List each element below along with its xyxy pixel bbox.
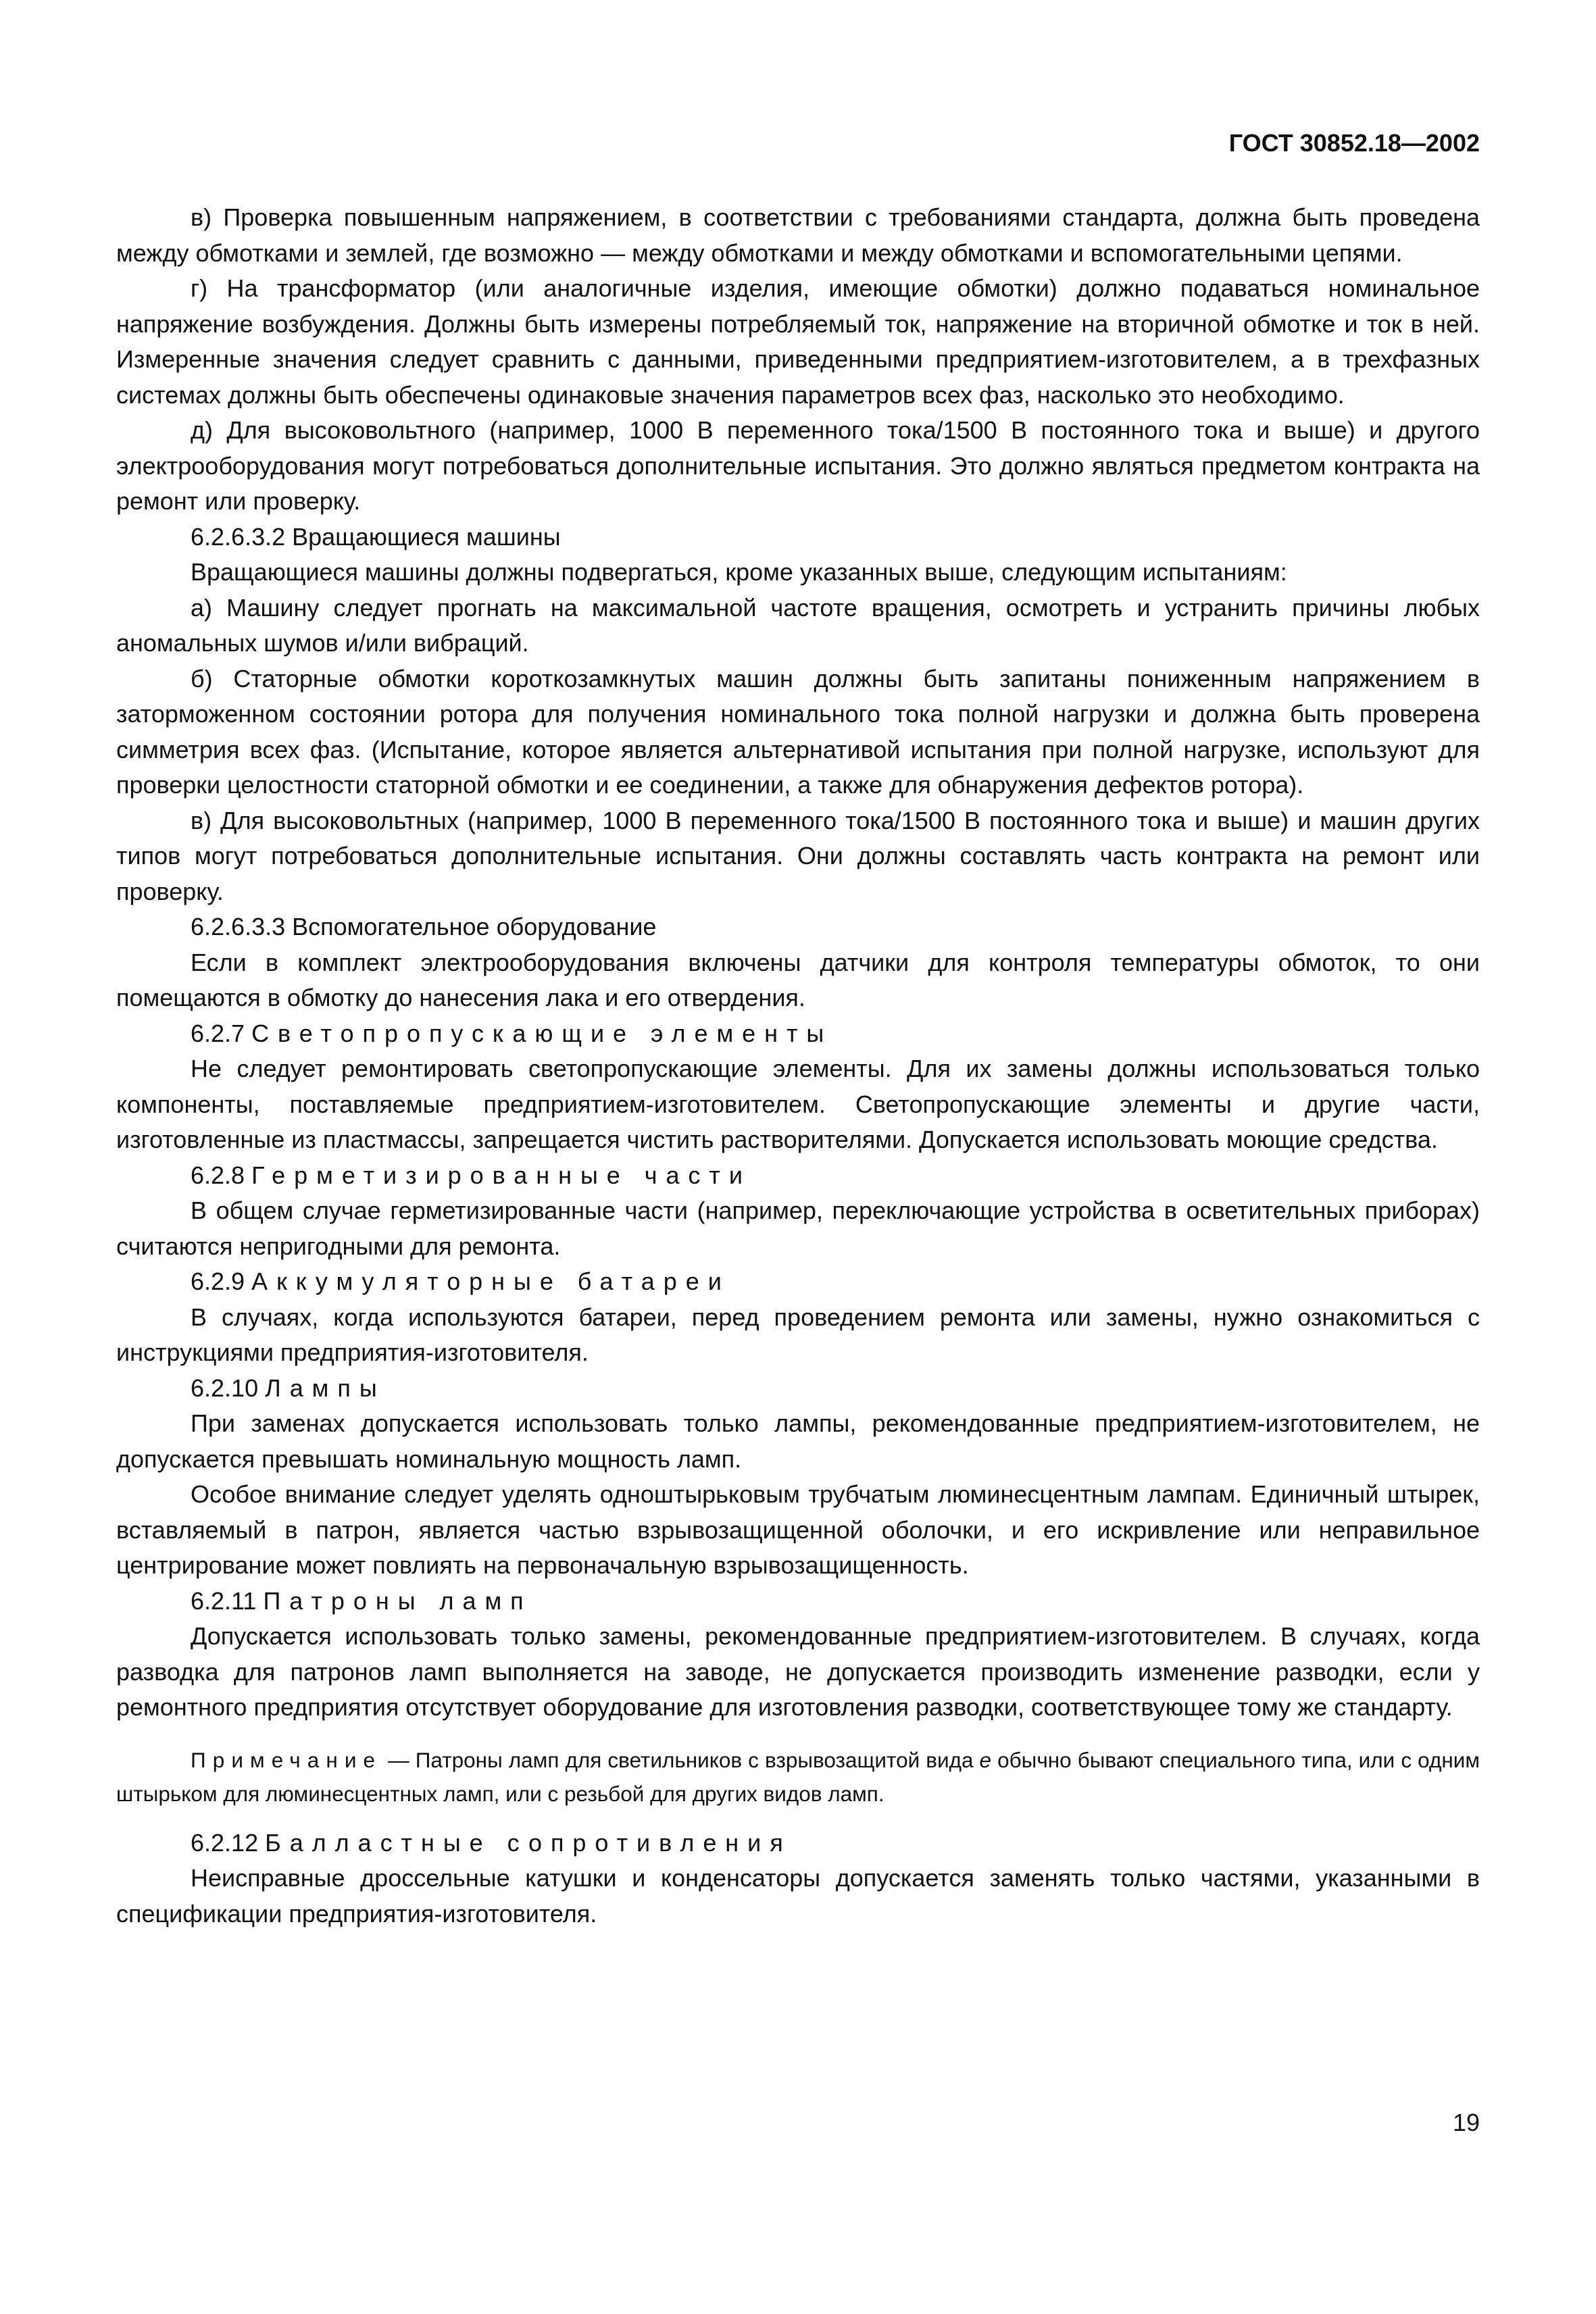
note-text-b: обычно бывают специального типа, или с одним штырьком для люминесцентных ламп, или с резьбой для других видов ламп.: [116, 1747, 1480, 1806]
section-title: Аккумуляторные батареи: [251, 1267, 730, 1295]
paragraph-v2: в) Для высоковольтных (например, 1000 В переменного тока/1500 В постоянного тока и выше) и машин других типов могут потребоваться дополнительные испытания. Они должны составлять часть контракта на ремонт или проверку.: [116, 806, 1480, 905]
heading-6-2-12: [116, 1826, 1480, 1861]
paragraph-6-2-7: Не следует ремонтировать светопропускающие элементы. Для их замены должны использоваться только компоненты, поставляемые предприятием-изготовителем. Светопропускающие элементы и другие части, изготовленные из пластмассы, запрещается чистить растворителями. Допускается использовать моющие средства.: [116, 1055, 1480, 1153]
heading-6-2-6-3-3: 6.2.6.3.3 Вспомогательное оборудование: [191, 913, 657, 940]
section-title: Лампы: [265, 1374, 386, 1402]
section-number: 6.2.9: [191, 1267, 245, 1295]
section-title: Светопропускающие элементы: [251, 1019, 833, 1047]
heading-6-2-9: [116, 1264, 1480, 1300]
paragraph-a: а) Машину следует прогнать на максимальной частоте вращения, осмотреть и устранить причины любых аномальных шумов и/или вибраций.: [116, 593, 1480, 657]
section-number: 6.2.12: [191, 1828, 259, 1857]
section-number: 6.2.10: [191, 1374, 259, 1402]
note-text-a: Патроны ламп для светильников с взрывозащитой вида: [415, 1747, 980, 1772]
paragraph-auxiliary: Если в комплект электрооборудования включены датчики для контроля температуры обмоток, то они помещаются в обмотку до нанесения лака и его отвердения.: [116, 948, 1480, 1011]
note-label: Примечание: [191, 1747, 382, 1772]
paragraph-6-2-11: Допускается использовать только замены, рекомендованные предприятием-изготовителем. В случаях, когда разводка для патронов ламп выполняется на заводе, не допускается производить изменение разводки, если у ремонтного предприятия отсутствует оборудование для изготовления разводки, соответствующее тому же стандарту.: [116, 1622, 1480, 1721]
note: [116, 1743, 1480, 1811]
paragraph-g: г) На трансформатор (или аналогичные изделия, имеющие обмотки) должно подаваться номинальное напряжение возбуждения. Должны быть измерены потребляемый ток, напряжение на вторичной обмотке и ток в ней. Измеренные значения следует сравнить с данными, приведенными предприятием-изготовителем, а в трехфазных системах должны быть обеспечены одинаковые значения параметров всех фаз, насколько это необходимо.: [116, 274, 1480, 409]
heading-6-2-6-3-2: 6.2.6.3.2 Вращающиеся машины: [191, 522, 561, 551]
document-body: [116, 200, 1480, 1932]
document-code-header: ГОСТ 30852.18—2002: [1228, 129, 1480, 157]
paragraph-6-2-10-b: Особое внимание следует уделять одноштырьковым трубчатым люминесцентным лампам. Единичный штырек, вставляемый в патрон, является частью взрывозащищенной оболочки, и его искривление или неправильное центрирование может повлиять на первоначальную взрывозащищенность.: [116, 1480, 1480, 1579]
heading-6-2-11: [116, 1584, 1480, 1619]
paragraph-6-2-12: Неисправные дроссельные катушки и конденсаторы допускается заменять только частями, указанными в спецификации предприятия-изготовителя.: [116, 1864, 1480, 1928]
heading-6-2-7: [116, 1016, 1480, 1052]
note-text-italic: e: [979, 1747, 992, 1772]
section-number: 6.2.11: [191, 1586, 257, 1615]
section-title: Патроны ламп: [263, 1586, 532, 1615]
section-number: 6.2.7: [191, 1019, 245, 1047]
section-title: Герметизированные части: [251, 1161, 751, 1189]
section-number: 6.2.8: [191, 1161, 245, 1189]
section-title: Балластные сопротивления: [265, 1828, 792, 1857]
page-number: 19: [1452, 2109, 1480, 2136]
paragraph-d: д) Для высоковольтного (например, 1000 В переменного тока/1500 В постоянного тока и выше) и другого электрооборудования могут потребоваться дополнительные испытания. Это должно являться предметом контракта на ремонт или проверку.: [116, 416, 1480, 515]
paragraph-rotating-intro: Вращающиеся машины должны подвергаться, кроме указанных выше, следующим испытаниям:: [191, 558, 1287, 586]
paragraph-b: б) Статорные обмотки короткозамкнутых машин должны быть запитаны пониженным напряжением в заторможенном состоянии ротора для получения номинального тока полной нагрузки и должна быть проверена симметрия всех фаз. (Испытание, которое является альтернативой испытания при полной нагрузке, используют для проверки целостности статорной обмотки и ее соединении, а также для обнаружения дефектов ротора).: [116, 664, 1480, 799]
paragraph-v: в) Проверка повышенным напряжением, в соответствии с требованиями стандарта, должна быть проведена между обмотками и землей, где возможно — между обмотками и между обмотками и вспомогательными цепями.: [116, 203, 1480, 267]
paragraph-6-2-10-a: При заменах допускается использовать только лампы, рекомендованные предприятием-изготовителем, не допускается превышать номинальную мощность ламп.: [116, 1409, 1480, 1473]
paragraph-6-2-8: В общем случае герметизированные части (например, переключающие устройства в осветительных приборах) считаются непригодными для ремонта.: [116, 1197, 1480, 1260]
paragraph-6-2-9: В случаях, когда используются батареи, перед проведением ремонта или замены, нужно ознакомиться с инструкциями предприятия-изготовителя.: [116, 1303, 1480, 1366]
heading-6-2-10: [116, 1371, 1480, 1407]
heading-6-2-8: [116, 1158, 1480, 1194]
note-dash: —: [382, 1747, 416, 1772]
